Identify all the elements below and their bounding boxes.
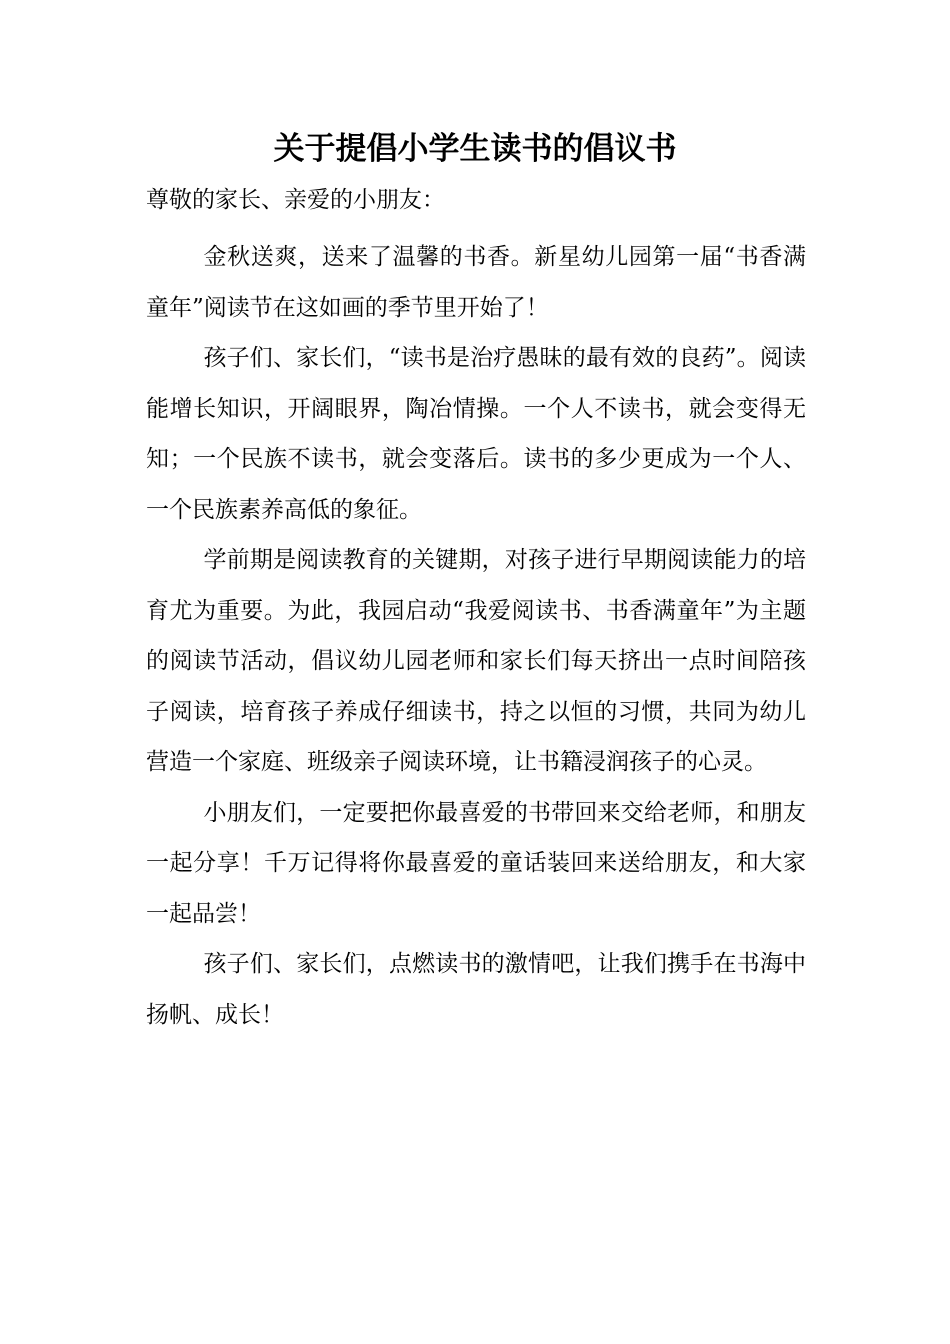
paragraph-1: 金秋送爽，送来了温馨的书香。新星幼儿园第一届“书香满童年”阅读节在这如画的季节里开始了！: [146, 244, 806, 321]
paragraph-5: 孩子们、家长们，点燃读书的激情吧，让我们携手在书海中扬帆、成长！: [146, 951, 806, 1028]
salutation: 尊敬的家长、亲爱的小朋友：: [146, 187, 445, 213]
paragraph-4: 小朋友们，一定要把你最喜爱的书带回来交给老师，和朋友一起分享！千万记得将你最喜爱的童话装回来送给朋友，和大家一起品尝！: [146, 799, 806, 927]
paragraph-3: 学前期是阅读教育的关键期，对孩子进行早期阅读能力的培育尤为重要。为此，我园启动“我爱阅读书、书香满童年”为主题的阅读节活动，倡议幼儿园老师和家长们每天挤出一点时间陪孩子阅读，培育孩子养成仔细读书，持之以恒的习惯，共同为幼儿营造一个家庭、班级亲子阅读环境，让书籍浸润孩子的心灵。: [146, 547, 806, 775]
document-title: 关于提倡小学生读书的倡议书: [273, 131, 677, 167]
paragraph-2: 孩子们、家长们，“读书是治疗愚昧的最有效的良药”。阅读能增长知识，开阔眼界，陶冶情操。一个人不读书，就会变得无知；一个民族不读书，就会变落后。读书的多少更成为一个人、一个民族素养高低的象征。: [146, 345, 806, 523]
document-body: [146, 178, 806, 1040]
